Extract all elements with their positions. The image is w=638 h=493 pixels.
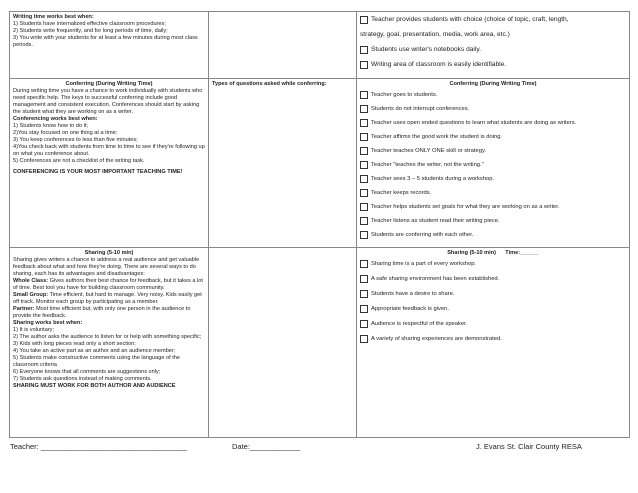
checkbox[interactable]: [360, 335, 368, 343]
sharing-line: 1) It is voluntary;: [13, 327, 55, 333]
sharing-line: Partner: Most time efficient but, with only one person in the audience to provide the feedback.: [13, 306, 191, 319]
conferring-heading: Conferencing works best when:: [13, 116, 98, 122]
empty-cell: [209, 248, 357, 438]
sharing-info-cell: [10, 248, 209, 438]
checklist-item: Teacher uses open ended questions to learn what students are doing as writers.: [360, 119, 626, 127]
checkbox[interactable]: [360, 203, 368, 211]
checkbox[interactable]: [360, 260, 368, 268]
writing-time-line: 2) Students write frequently, and for long periods of time, daily;: [13, 28, 168, 34]
checkbox[interactable]: [360, 217, 368, 225]
checklist-item: Teacher goes to students.: [360, 91, 626, 99]
checkbox[interactable]: [360, 147, 368, 155]
checkbox[interactable]: [360, 61, 368, 69]
checklist-item: Sharing time is a part of every workshop.: [360, 260, 626, 268]
checkbox[interactable]: [360, 290, 368, 298]
checkbox[interactable]: [360, 16, 368, 24]
checklist-item: Teacher helps students set goals for what they are working on as a writer.: [360, 203, 626, 211]
conferring-line: 1) Students know how to do it;: [13, 123, 88, 129]
checklist-item: Teacher provides students with choice (choice of topic, craft, length,: [360, 16, 626, 24]
checkbox[interactable]: [360, 105, 368, 113]
conferring-line: 2)You stay focused on one thing at a time;: [13, 130, 118, 136]
checkbox[interactable]: [360, 320, 368, 328]
questions-cell: [209, 79, 357, 248]
sharing-text: [13, 257, 205, 390]
sharing-checklist-title: Sharing (5-10 min) Time:______: [447, 250, 539, 256]
conferring-line: 4)You check back with students from time to time to see if they're following up on what you conference about.: [13, 144, 205, 157]
table-row: [10, 79, 630, 248]
checkbox[interactable]: [360, 305, 368, 313]
conferring-checklist-title: Conferring (During Writing Time): [449, 81, 537, 87]
checklist-item: Teacher sees 3 – 5 students during a workshop.: [360, 175, 626, 183]
checkbox[interactable]: [360, 119, 368, 127]
checklist-item: A variety of sharing experiences are demonstrated.: [360, 335, 626, 343]
checklist-item: Students do not interrupt conferences.: [360, 105, 626, 113]
writing-time-line: 1) Students have internalized effective classroom procedures;: [13, 21, 166, 27]
writing-time-line: 3) You write with your students for at least a few minutes during most class periods.: [13, 35, 198, 48]
conferring-line: During writing time you have a chance to work individually with students who need specific help. The keys to successful conferring include good management and consistent execution. Conferences should start by asking the student what they are working on as a writer.: [13, 88, 203, 115]
table-row: [10, 12, 630, 79]
writing-time-cell: [10, 12, 209, 79]
checklist-item: Teacher "teaches the writer, not the writing.": [360, 161, 626, 169]
sharing-line: 2) The author asks the audience to listen for or help with something specific;: [13, 334, 202, 340]
sharing-line: 4) You take an active part as an author and an audience member;: [13, 348, 176, 354]
sharing-checklist: [360, 260, 626, 343]
checklist-item: Students use writer's notebooks daily.: [360, 46, 626, 54]
sharing-line: SHARING MUST WORK FOR BOTH AUTHOR AND AUDIENCE: [13, 383, 176, 389]
observation-table: [9, 11, 630, 438]
checklist-item: Teacher keeps records.: [360, 189, 626, 197]
checkbox[interactable]: [360, 91, 368, 99]
checklist-item: Writing area of classroom is easily identifiable.: [360, 61, 626, 69]
checklist-item: Teacher teaches ONLY ONE skill or strategy.: [360, 147, 626, 155]
sharing-line: 3) Kids with long pieces read only a short section;: [13, 341, 136, 347]
conferring-line: 5) Conferences are not a checklist of the writing task.: [13, 158, 145, 164]
credit: J. Evans St. Clair County RESA: [476, 442, 582, 451]
conferring-info-cell: [10, 79, 209, 248]
sharing-title: Sharing (5-10 min): [84, 250, 134, 256]
sharing-line: 6) Everyone knows that all comments are suggestions only;: [13, 369, 161, 375]
checklist-item: Students are conferring with each other.: [360, 231, 626, 239]
checkbox[interactable]: [360, 133, 368, 141]
conferring-line: 3) You keep conferences to less than five minutes;: [13, 137, 138, 143]
teacher-field[interactable]: Teacher: ___________________________________: [10, 442, 187, 451]
table-row: [10, 248, 630, 438]
checkbox[interactable]: [360, 161, 368, 169]
conferring-emphasis: CONFERENCING IS YOUR MOST IMPORTANT TEACHING TIME!: [13, 169, 183, 175]
conferring-title: Conferring (During Writing Time): [65, 81, 153, 87]
checklist-item: Teacher affirms the good work the student is doing.: [360, 133, 626, 141]
sharing-line: Whole Class: Gives authors their best chance for feedback, but it takes a lot of time. Best tool you have for building classroom community.: [13, 278, 203, 291]
checkbox[interactable]: [360, 231, 368, 239]
writing-time-heading: Writing time works best when:: [13, 14, 94, 20]
sharing-checklist-cell: [357, 248, 630, 438]
checkbox[interactable]: [360, 46, 368, 54]
questions-title: Types of questions asked while conferring:: [212, 81, 327, 87]
sharing-line: Sharing gives writers a chance to address a real audience and get valuable feedback about what and how they're doing. There are several ways to do sharing, each has its advantages and disadvantages:: [13, 257, 200, 277]
checklist-item: Teacher listens as student read their writing piece.: [360, 217, 626, 225]
sharing-line: Small Group: Time efficient, but hard to manage. Very noisy. Kids easily get off track. Monitor each group by participating as a member.: [13, 292, 202, 305]
empty-cell: [209, 12, 357, 79]
checklist-item: A safe sharing environment has been established.: [360, 275, 626, 283]
sharing-line: Sharing works best when:: [13, 320, 83, 326]
checkbox[interactable]: [360, 275, 368, 283]
conferring-checklist-cell: [357, 79, 630, 248]
date-field[interactable]: Date:____________: [232, 442, 300, 451]
checkbox[interactable]: [360, 189, 368, 197]
checklist-item: Appropriate feedback is given.: [360, 305, 626, 313]
checklist-item: Audience is respectful of the speaker.: [360, 320, 626, 328]
checklist-item-continuation: strategy, goal, presentation, media, work area, etc.): [360, 31, 510, 38]
writing-checklist-cell: [357, 12, 630, 79]
checklist-item: Students have a desire to share.: [360, 290, 626, 298]
sharing-line: 7) Students ask questions instead of making comments.: [13, 376, 152, 382]
conferring-checklist: [360, 91, 626, 239]
checkbox[interactable]: [360, 175, 368, 183]
sharing-line: 5) Students make constructive comments using the language of the classroom criteria: [13, 355, 180, 368]
